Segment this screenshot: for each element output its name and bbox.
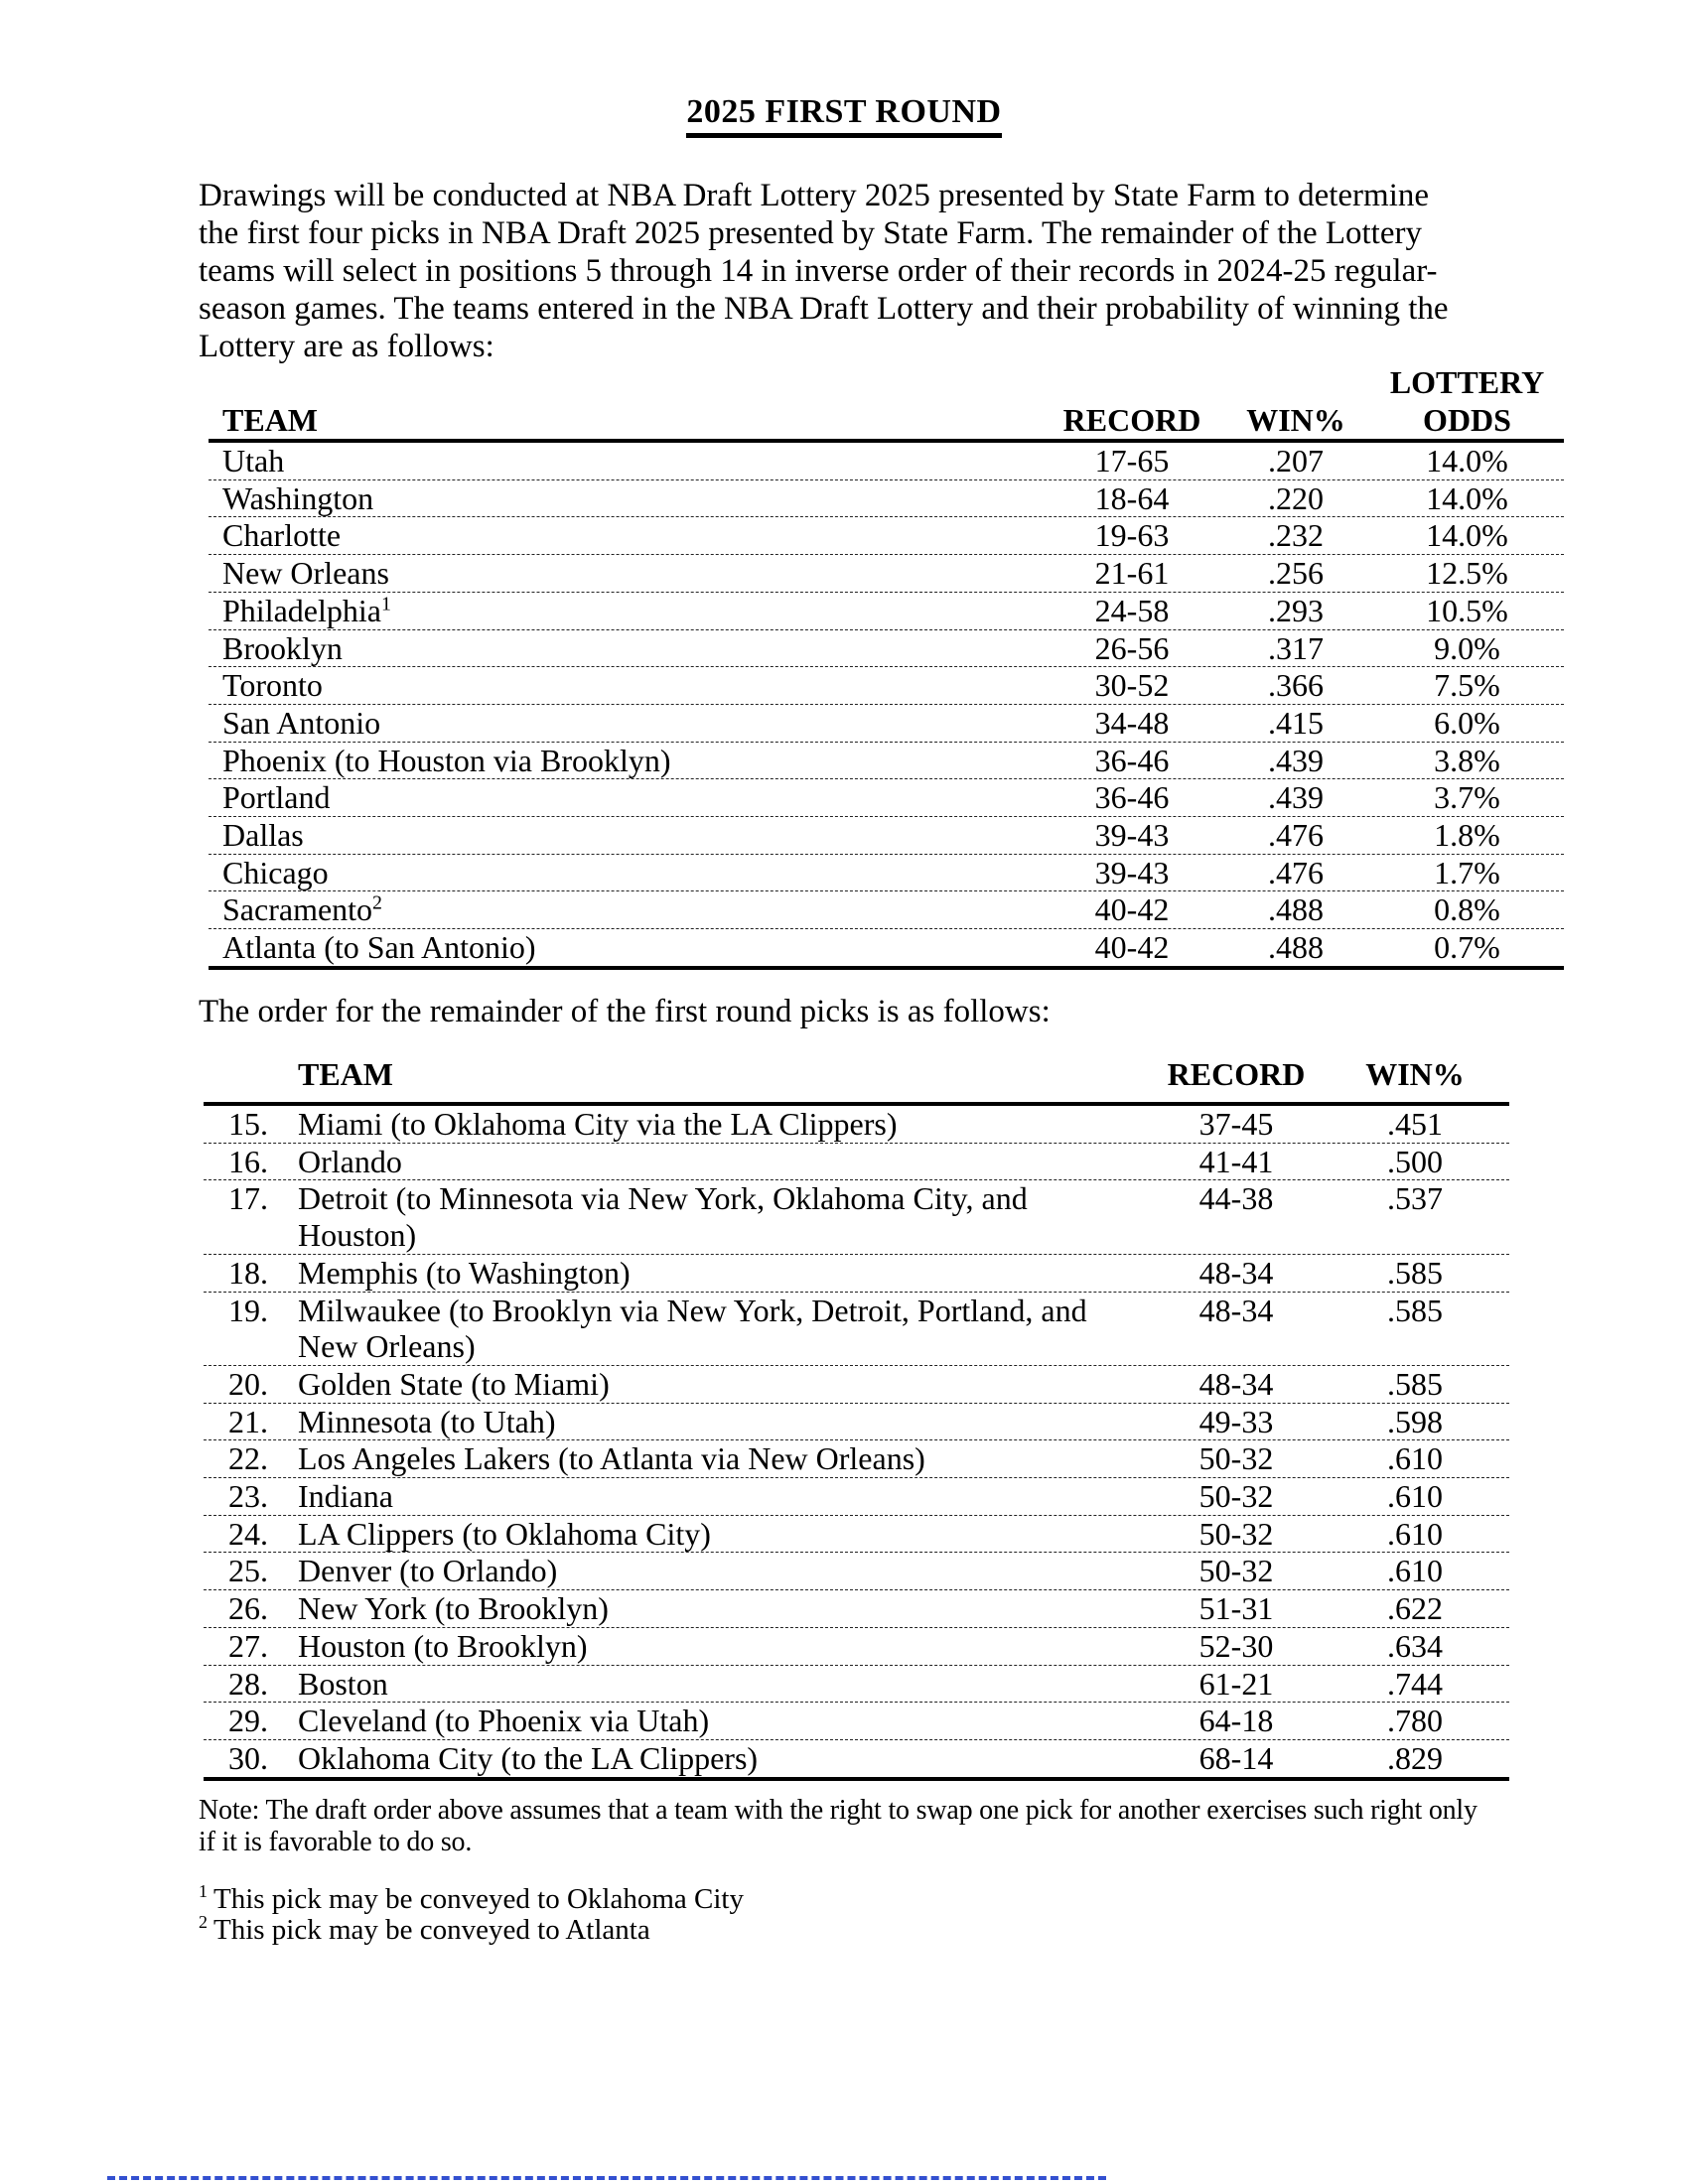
record-value: 61-21 — [1198, 1665, 1274, 1702]
win-pct-value: .500 — [1387, 1143, 1443, 1179]
pick-number: 16. — [228, 1143, 268, 1179]
footnote: $^1$ This pick may be conveyed to Oklahoma City — [199, 1881, 744, 1915]
table-row — [204, 1628, 1509, 1666]
pick-number: 25. — [228, 1553, 268, 1589]
lottery-odds-value: 9.0% — [1434, 629, 1500, 666]
team-name: Sacramento$^2$ — [222, 891, 382, 928]
team-name: Washington — [222, 479, 374, 516]
lottery-odds-value: 0.8% — [1434, 891, 1500, 928]
page-title: 2025 FIRST ROUND — [686, 93, 1001, 138]
table-row — [204, 1440, 1509, 1478]
record-value: 41-41 — [1198, 1143, 1274, 1179]
win-pct-value: .598 — [1387, 1403, 1443, 1439]
record-value: 39-43 — [1094, 817, 1170, 854]
table-row — [209, 817, 1564, 855]
table-row — [209, 667, 1564, 705]
table-row — [204, 1366, 1509, 1404]
team-name: Chicago — [222, 854, 329, 890]
table-row — [204, 1293, 1509, 1366]
table-row — [209, 517, 1564, 555]
table-row — [209, 743, 1564, 780]
win-pct-value: .293 — [1268, 592, 1324, 628]
lottery-odds-value: 6.0% — [1434, 704, 1500, 741]
pick-number: 17. — [228, 1180, 268, 1217]
table-row — [204, 1516, 1509, 1554]
table-row — [204, 1666, 1509, 1704]
team-name: Utah — [222, 443, 285, 478]
col-header-team: TEAM — [298, 1056, 393, 1092]
record-value: 48-34 — [1198, 1254, 1274, 1291]
intro-paragraph: Drawings will be conducted at NBA Draft Lottery 2025 presented by State Farm to determine the first four picks in NBA Draft 2025 presented by State Farm. The remainder of the Lottery teams will select in positions 5 through 14 in inverse order of their records in 2024-25 regular- season games. The teams entered in the NBA Draft Lottery and their probability of winning the Lottery are as follows: — [199, 178, 1449, 364]
team-name: LA Clippers (to Oklahoma City) — [298, 1515, 711, 1552]
table-row — [204, 1553, 1509, 1590]
win-pct-value: .439 — [1268, 779, 1324, 816]
win-pct-value: .610 — [1387, 1478, 1443, 1515]
record-value: 30-52 — [1094, 667, 1170, 704]
col-header-lottery-odds-line1: LOTTERY — [1389, 364, 1545, 400]
lottery-odds-value: 0.7% — [1434, 929, 1500, 966]
lottery-table-body — [209, 443, 1564, 970]
pick-number: 21. — [228, 1403, 268, 1439]
team-name: San Antonio — [222, 704, 381, 741]
record-value: 36-46 — [1094, 742, 1170, 778]
record-value: 48-34 — [1198, 1292, 1274, 1328]
team-name: Golden State (to Miami) — [298, 1365, 610, 1402]
record-value: 49-33 — [1198, 1403, 1274, 1439]
team-name: Dallas — [222, 817, 304, 854]
table-row — [204, 1740, 1509, 1781]
team-name: Charlotte — [222, 517, 342, 554]
note-paragraph: Note: The draft order above assumes that a team with the right to swap one pick for another exercises such right only if it is favorable to do so. — [199, 1795, 1477, 1857]
record-value: 44-38 — [1198, 1180, 1274, 1217]
win-pct-value: .585 — [1387, 1254, 1443, 1291]
win-pct-value: .207 — [1268, 443, 1324, 478]
footnote-marker: 1 — [199, 1881, 208, 1902]
record-value: 50-32 — [1198, 1440, 1274, 1477]
team-name: Cleveland (to Phoenix via Utah) — [298, 1703, 710, 1739]
col-header-record: RECORD — [1167, 1056, 1306, 1092]
table-row — [209, 779, 1564, 817]
lottery-odds-value: 12.5% — [1426, 555, 1508, 592]
table-row — [204, 1590, 1509, 1628]
team-name: Memphis (to Washington) — [298, 1254, 631, 1291]
table-row — [204, 1703, 1509, 1740]
pick-number: 22. — [228, 1440, 268, 1477]
team-name: Detroit (to Minnesota via New York, Oklahoma City, and Houston) — [298, 1180, 1028, 1254]
record-value: 39-43 — [1094, 854, 1170, 890]
record-value: 50-32 — [1198, 1553, 1274, 1589]
team-name: Phoenix (to Houston via Brooklyn) — [222, 742, 671, 778]
table-row — [204, 1106, 1509, 1144]
win-pct-value: .232 — [1268, 517, 1324, 554]
record-value: 36-46 — [1094, 779, 1170, 816]
table-row — [209, 630, 1564, 668]
win-pct-value: .610 — [1387, 1515, 1443, 1552]
lottery-odds-value: 1.8% — [1434, 817, 1500, 854]
team-name: New Orleans — [222, 555, 389, 592]
win-pct-value: .622 — [1387, 1590, 1443, 1627]
record-value: 64-18 — [1198, 1703, 1274, 1739]
col-header-team: TEAM — [222, 402, 318, 438]
win-pct-value: .488 — [1268, 891, 1324, 928]
pick-number: 27. — [228, 1627, 268, 1664]
win-pct-value: .610 — [1387, 1440, 1443, 1477]
table-row — [209, 855, 1564, 892]
col-header-win-pct: WIN% — [1365, 1056, 1465, 1092]
record-value: 50-32 — [1198, 1515, 1274, 1552]
pick-number: 29. — [228, 1703, 268, 1739]
footnote-marker: 2 — [199, 1912, 208, 1933]
win-pct-value: .451 — [1387, 1106, 1443, 1142]
record-value: 24-58 — [1094, 592, 1170, 628]
lottery-table — [209, 363, 1564, 970]
record-value: 48-34 — [1198, 1365, 1274, 1402]
team-name: Minnesota (to Utah) — [298, 1403, 556, 1439]
remainder-table — [204, 1046, 1509, 1781]
win-pct-value: .366 — [1268, 667, 1324, 704]
table-row — [209, 555, 1564, 593]
pick-number: 26. — [228, 1590, 268, 1627]
lottery-odds-value: 1.7% — [1434, 854, 1500, 890]
record-value: 37-45 — [1198, 1106, 1274, 1142]
win-pct-value: .610 — [1387, 1553, 1443, 1589]
team-name: Miami (to Oklahoma City via the LA Clippers) — [298, 1106, 898, 1142]
table-row — [209, 929, 1564, 970]
team-name: New York (to Brooklyn) — [298, 1590, 609, 1627]
win-pct-value: .476 — [1268, 817, 1324, 854]
record-value: 68-14 — [1198, 1739, 1274, 1776]
team-name: Philadelphia$^1$ — [222, 592, 391, 628]
pick-number: 28. — [228, 1665, 268, 1702]
win-pct-value: .585 — [1387, 1292, 1443, 1328]
order-intro-paragraph: The order for the remainder of the first round picks is as follows: — [199, 994, 1051, 1029]
team-name: Oklahoma City (to the LA Clippers) — [298, 1739, 759, 1776]
team-name: Portland — [222, 779, 331, 816]
footnote-marker: 2 — [372, 891, 382, 914]
pick-number: 30. — [228, 1739, 268, 1776]
pick-number: 18. — [228, 1254, 268, 1291]
table-row — [204, 1404, 1509, 1441]
record-value: 21-61 — [1094, 555, 1170, 592]
footnote-marker: 1 — [380, 593, 391, 615]
col-header-lottery-odds — [1370, 363, 1564, 439]
record-value: 40-42 — [1094, 891, 1170, 928]
record-value: 18-64 — [1094, 479, 1170, 516]
table-row — [209, 891, 1564, 929]
pick-number: 15. — [228, 1106, 268, 1142]
pick-number: 20. — [228, 1365, 268, 1402]
table-row — [204, 1478, 1509, 1516]
team-name: Denver (to Orlando) — [298, 1553, 558, 1589]
record-value: 17-65 — [1094, 443, 1170, 478]
win-pct-value: .439 — [1268, 742, 1324, 778]
win-pct-value: .744 — [1387, 1665, 1443, 1702]
lottery-odds-value: 3.8% — [1434, 742, 1500, 778]
table-row — [209, 593, 1564, 630]
title-row — [0, 93, 1688, 138]
table-row — [209, 480, 1564, 518]
team-name: Brooklyn — [222, 629, 343, 666]
pick-number: 19. — [228, 1292, 268, 1328]
lottery-odds-value: 14.0% — [1426, 517, 1508, 554]
table-row — [204, 1144, 1509, 1181]
team-name: Atlanta (to San Antonio) — [222, 929, 536, 966]
record-value: 51-31 — [1198, 1590, 1274, 1627]
team-name: Boston — [298, 1665, 388, 1702]
win-pct-value: .537 — [1387, 1180, 1443, 1217]
win-pct-value: .317 — [1268, 629, 1324, 666]
table-row — [204, 1180, 1509, 1254]
lottery-table-header — [209, 363, 1564, 443]
record-value: 50-32 — [1198, 1478, 1274, 1515]
lottery-odds-value: 14.0% — [1426, 443, 1508, 478]
footnote: $^2$ This pick may be conveyed to Atlanta — [199, 1912, 650, 1946]
lottery-odds-value: 7.5% — [1434, 667, 1500, 704]
win-pct-value: .415 — [1268, 704, 1324, 741]
lottery-odds-value: 3.7% — [1434, 779, 1500, 816]
table-row — [209, 443, 1564, 480]
win-pct-value: .256 — [1268, 555, 1324, 592]
lottery-odds-value: 10.5% — [1426, 592, 1508, 628]
team-name: Houston (to Brooklyn) — [298, 1627, 588, 1664]
win-pct-value: .585 — [1387, 1365, 1443, 1402]
team-name: Los Angeles Lakers (to Atlanta via New Orleans) — [298, 1440, 925, 1477]
win-pct-value: .829 — [1387, 1739, 1443, 1776]
col-header-lottery-odds-line2: ODDS — [1423, 402, 1511, 438]
table-row — [204, 1255, 1509, 1293]
record-value: 19-63 — [1094, 517, 1170, 554]
win-pct-value: .634 — [1387, 1627, 1443, 1664]
win-pct-value: .476 — [1268, 854, 1324, 890]
team-name: Indiana — [298, 1478, 393, 1515]
table-row — [209, 705, 1564, 743]
team-name: Orlando — [298, 1143, 402, 1179]
win-pct-value: .780 — [1387, 1703, 1443, 1739]
col-header-record: RECORD — [1062, 402, 1201, 438]
record-value: 26-56 — [1094, 629, 1170, 666]
record-value: 34-48 — [1094, 704, 1170, 741]
footnotes — [199, 1881, 1534, 1946]
remainder-table-body — [204, 1106, 1509, 1781]
win-pct-value: .488 — [1268, 929, 1324, 966]
pick-number: 23. — [228, 1478, 268, 1515]
record-value: 52-30 — [1198, 1627, 1274, 1664]
team-name: Toronto — [222, 667, 323, 704]
team-name: Milwaukee (to Brooklyn via New York, Detroit, Portland, and New Orleans) — [298, 1292, 1087, 1365]
win-pct-value: .220 — [1268, 479, 1324, 516]
remainder-table-header — [204, 1046, 1509, 1106]
record-value: 40-42 — [1094, 929, 1170, 966]
pick-number: 24. — [228, 1515, 268, 1552]
lottery-odds-value: 14.0% — [1426, 479, 1508, 516]
bottom-dashed-line — [107, 2176, 1106, 2180]
col-header-win-pct: WIN% — [1246, 402, 1345, 438]
